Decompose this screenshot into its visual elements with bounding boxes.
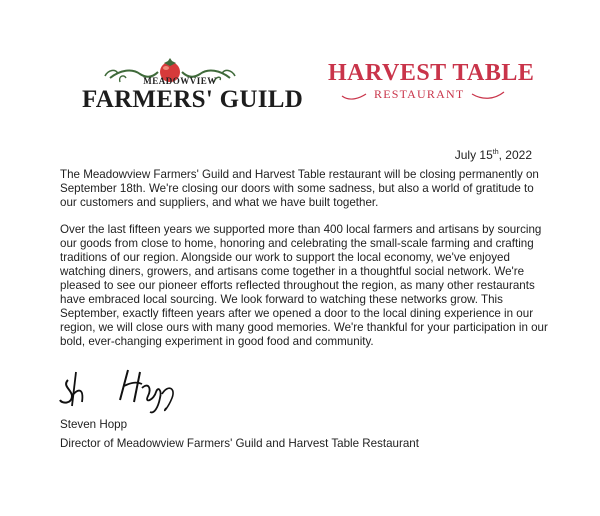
swash-ornament-icon	[322, 60, 535, 110]
logo-left-top-text: MEADOWVIEW	[143, 76, 217, 86]
signer-name: Steven Hopp	[60, 418, 128, 431]
paragraph-2: Over the last fifteen years we supported more than 400 local farmers and artisans by sourcing our goods from close to home, honoring and celebrating the small-scale farming and crafting traditions of our region. Alongside our work to support the local economy, we've enjoyed watching diners, growers, and artisans come together in a thoughtful social network. We're pleased to see our pioneer efforts reflected throughout the region, as many other restaurants have embraced local sourcing. We look forward to watching these networks grow. This September, exactly fifteen years after we opened a door to the local dining experience in our region, we will close ours with many good memories. We're thankful for your participation in our bold, ever-changing experiment in good food and community.	[60, 223, 548, 348]
paragraph-1: The Meadowview Farmers' Guild and Harvest Table restaurant will be closing permanently on September 18th. We're closing our doors with some sadness, but also a world of gratitude to our customers and suppliers, and what we have built together.	[60, 168, 539, 209]
logo-right-main-text: HARVEST TABLE	[328, 60, 535, 86]
meadowview-logo	[60, 52, 304, 122]
letter-date	[455, 148, 532, 162]
logo-right-sub-text: RESTAURANT	[374, 87, 465, 101]
date-suffix: th	[492, 149, 499, 156]
date-month-day: July 15	[454, 148, 493, 162]
logo-left-main-text: FARMERS' GUILD	[82, 86, 304, 113]
date-year: , 2022	[498, 148, 532, 162]
handwritten-signature	[58, 366, 198, 418]
signer-title: Director of Meadowview Farmers' Guild and Harvest Table Restaurant	[60, 437, 419, 450]
harvest-table-logo	[322, 60, 535, 110]
